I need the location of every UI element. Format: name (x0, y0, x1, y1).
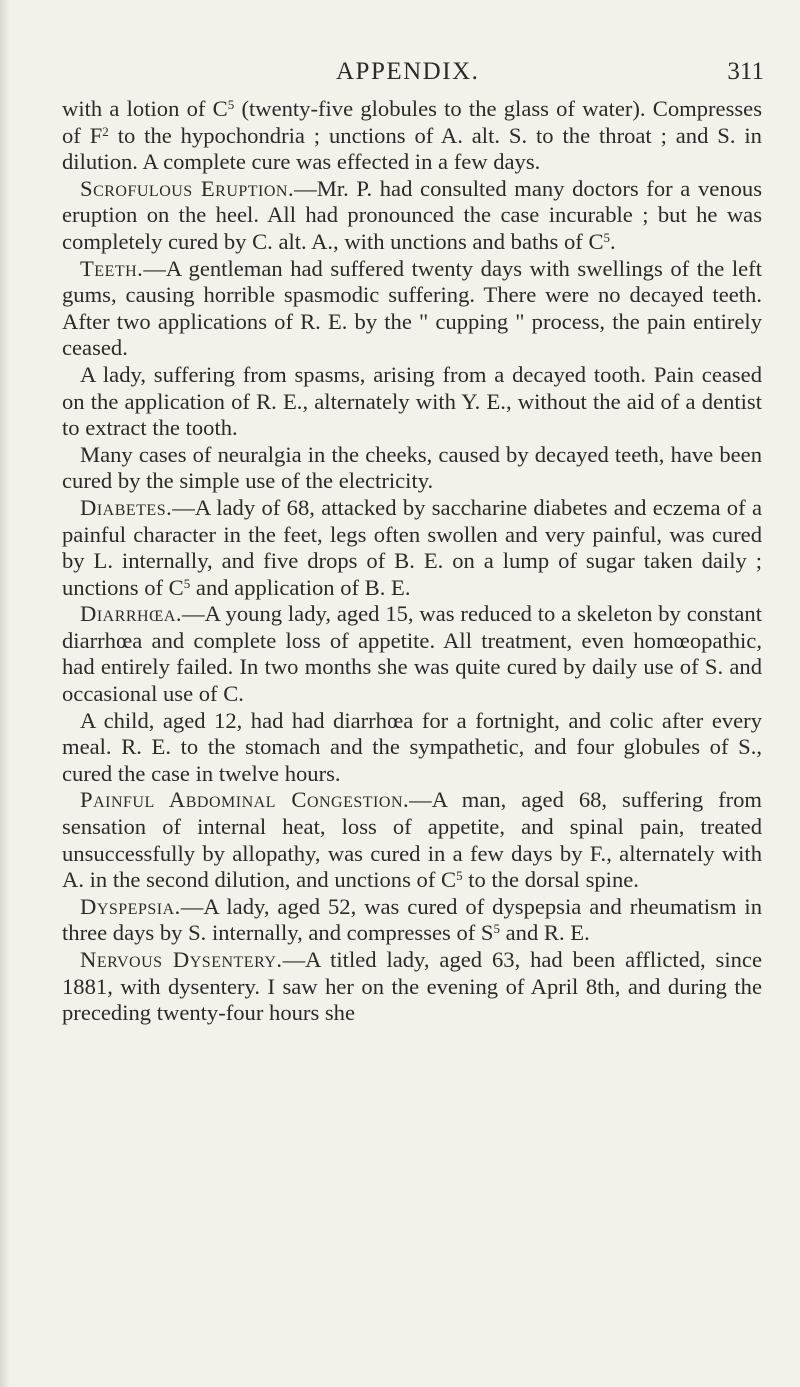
paragraph: with a lotion of $C^5$ (twenty-five globules to the glass of water). Compresses of $F^2$ to the hypochondria ; unctions of A. alt. S. to the throat ; and S. in dilution. A complete cure was effected in a few days. (62, 96, 762, 175)
paragraph: Scrofulous Eruption.—Mr. P. had consulted many doctors for a venous eruption on the heel. All had pronounced the case incurable ; but he was completely cured by C. alt. A., with unctions and baths of $C^5$. (62, 175, 762, 254)
case-heading: Diabetes. (80, 494, 173, 520)
page-number: 311 (727, 58, 764, 85)
paragraph: Many cases of neuralgia in the cheeks, caused by decayed teeth, have been cured by the simple use of the electricity. (62, 441, 762, 494)
case-heading: Scrofulous Eruption. (80, 175, 295, 201)
paragraph: Painful Abdominal Congestion.—A man, aged 68, suffering from sensation of internal heat, loss of appetite, and spinal pain, treated unsuccessfully by allopathy, was cured in a few days by F., alternately with A. in the second dilution, and unctions of $C^5$ to the dorsal spine. (62, 787, 762, 893)
gutter-shadow (0, 0, 10, 1387)
case-heading: Diarrhœa. (80, 601, 183, 627)
paragraph: Dyspepsia.—A lady, aged 52, was cured of dyspepsia and rheumatism in three days by S. internally, and compresses of $S^5$ and R. E. (62, 893, 762, 946)
paragraph: Diabetes.—A lady of 68, attacked by saccharine diabetes and eczema of a painful character in the feet, legs often swollen and very painful, was cured by L. internally, and five drops of B. E. on a lump of sugar taken daily ; unctions of $C^5$ and application of B. E. (62, 494, 762, 600)
running-header (0, 52, 800, 92)
case-heading: Painful Abdominal Congestion. (80, 787, 410, 813)
paragraph: Nervous Dysentery.—A titled lady, aged 63, had been afflicted, since 1881, with dysentery. I saw her on the evening of April 8th, and during the preceding twenty-four hours she (62, 947, 762, 1026)
page-body (62, 96, 762, 1027)
paragraph: A child, aged 12, had had diarrhœa for a fortnight, and colic after every meal. R. E. to the stomach and the sympathetic, and four globules of S., cured the case in twelve hours. (62, 707, 762, 786)
paragraph: Diarrhœa.—A young lady, aged 15, was reduced to a skeleton by constant diarrhœa and complete loss of appetite. All treatment, even homœopathic, had entirely failed. In two months she was quite cured by daily use of S. and occasional use of C. (62, 601, 762, 707)
case-heading: Teeth. (80, 255, 144, 281)
case-heading: Dyspepsia. (80, 893, 181, 919)
paragraph: A lady, suffering from spasms, arising from a decayed tooth. Pain ceased on the application of R. E., alternately with Y. E., without the aid of a dentist to extract the tooth. (62, 361, 762, 441)
paragraph: Teeth.—A gentleman had suffered twenty days with swellings of the left gums, causing horrible spasmodic suffering. There were no decayed teeth. After two applications of R. E. by the " cupping " process, the pain entirely ceased. (62, 255, 762, 361)
running-title: APPENDIX. (336, 58, 480, 85)
case-heading: Nervous Dysentery. (80, 947, 283, 972)
